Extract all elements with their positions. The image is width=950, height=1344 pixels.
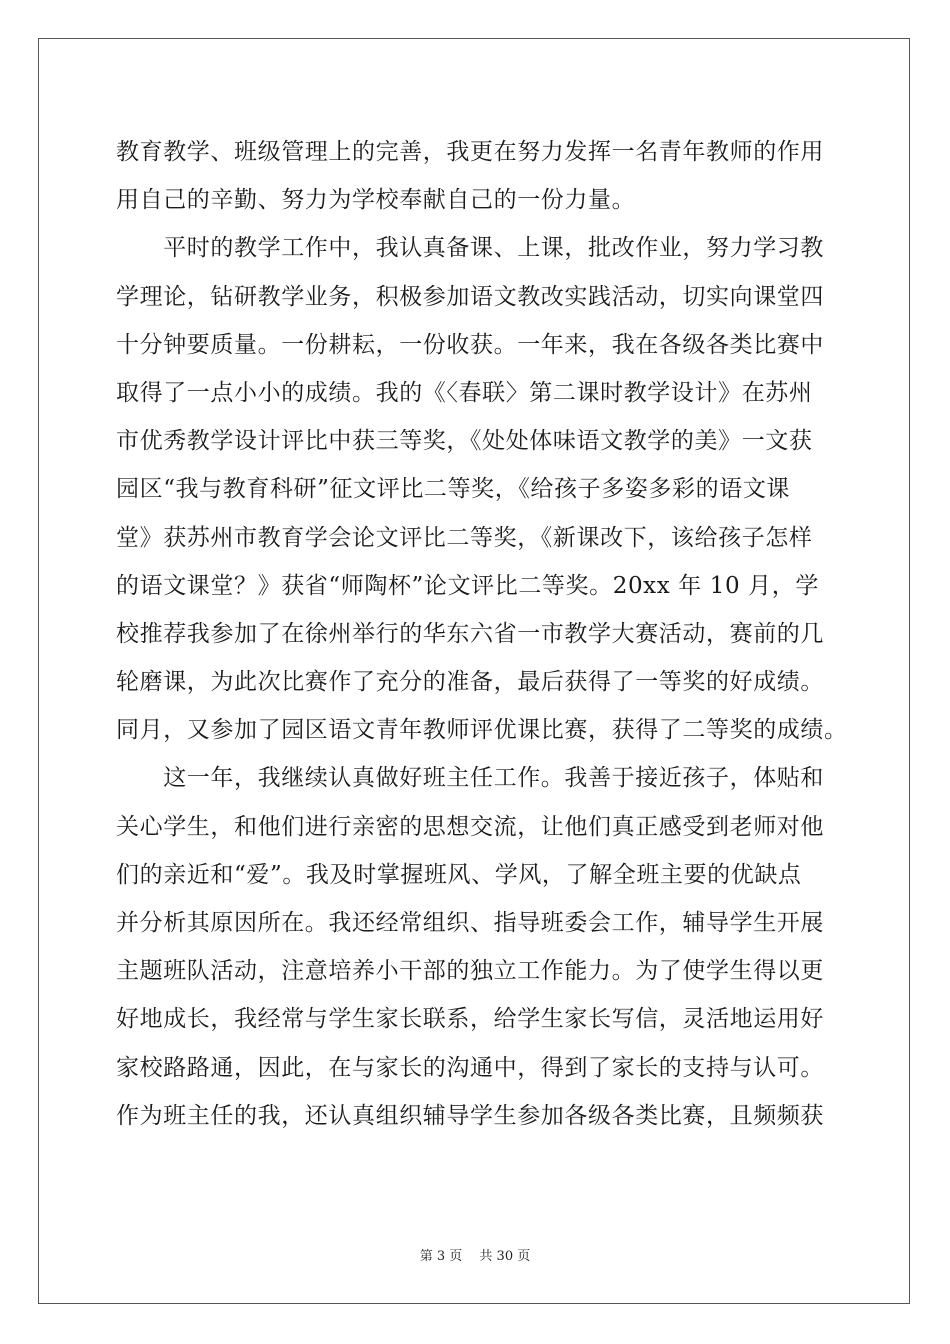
body-line-16: 们的亲近和“爱”。我及时掌握班风、学风，了解全班主要的优缺点 [116, 861, 802, 888]
body-line-19: 好地成长，我经常与学生家长联系，给学生家长写信，灵活地运用好 [116, 1006, 824, 1033]
body-line-7: 市优秀教学设计评比中获三等奖，《处处体味语文教学的美》一文获 [116, 428, 813, 455]
body-line-5: 十分钟要质量。一份耕耘，一份收获。一年来，我在各级各类比赛中 [116, 331, 824, 358]
body-line-18: 主题班队活动，注意培养小干部的独立工作能力。为了使学生得以更 [116, 958, 824, 985]
body-line-15: 关心学生，和他们进行亲密的思想交流，让他们真正感受到老师对他 [116, 813, 824, 840]
body-line-8: 园区“我与教育科研”征文评比二等奖，《给孩子多姿多彩的语文课 [116, 476, 791, 503]
body-line-21: 作为班主任的我，还认真组织辅导学生参加各级各类比赛，且频频获 [116, 1102, 824, 1129]
page-number: 第 3 页 共 30 页 [419, 1249, 531, 1264]
document-body [116, 128, 846, 1140]
body-line-6: 取得了一点小小的成绩。我的《〈春联〉第二课时教学设计》在苏州 [116, 379, 813, 406]
body-line-2: 用自己的辛勤、努力为学校奉献自己的一份力量。 [116, 187, 636, 214]
body-line-14: 这一年，我继续认真做好班主任工作。我善于接近孩子，体贴和 [116, 765, 824, 792]
body-line-12: 轮磨课，为此次比赛作了充分的准备，最后获得了一等奖的好成绩。 [116, 669, 824, 696]
body-line-17: 并分析其原因所在。我还经常组织、指导班委会工作，辅导学生开展 [116, 910, 824, 936]
body-line-11: 校推荐我参加了在徐州举行的华东六省一市教学大赛活动，赛前的几 [116, 620, 824, 647]
body-line-3: 平时的教学工作中，我认真备课、上课，批改作业，努力学习教 [116, 235, 824, 262]
body-line-9: 堂》获苏州市教育学会论文评比二等奖，《新课改下，该给孩子怎样 [116, 524, 813, 551]
body-line-10: 的语文课堂？》获省“师陶杯”论文评比二等奖。20xx 年 10 月，学 [116, 572, 819, 599]
body-line-1: 教育教学、班级管理上的完善，我更在努力发挥一名青年教师的作用 [116, 139, 824, 165]
body-line-4: 学理论，钻研教学业务，积极参加语文教改实践活动，切实向课堂四 [116, 283, 824, 310]
body-line-20: 家校路路通，因此，在与家长的沟通中，得到了家长的支持与认可。 [116, 1054, 824, 1081]
page-footer [0, 1245, 950, 1264]
body-line-13: 同月，又参加了园区语文青年教师评优课比赛，获得了二等奖的成绩。 [116, 717, 848, 744]
